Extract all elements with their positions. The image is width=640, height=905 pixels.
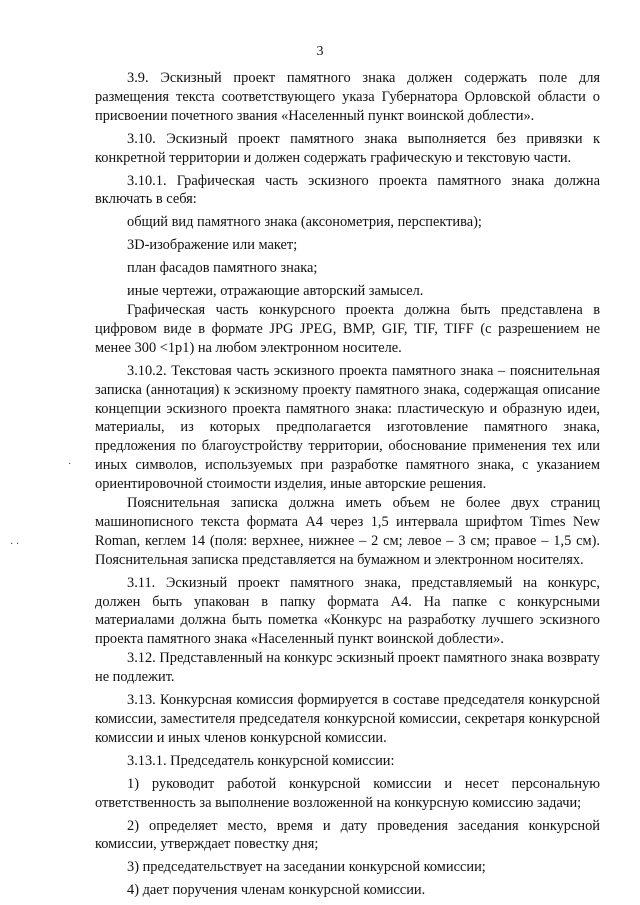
paragraph-graphic-format: Графическая часть конкурсного проекта должна быть представлена в цифровом виде в формате JPG JPEG, BMP, GIF, TIF, TIFF (с разрешением не менее 300 <1p1) на любом электронном носителе. — [95, 301, 600, 356]
list-item: общий вид памятного знака (аксонометрия, перспектива); — [127, 214, 482, 231]
scan-mark: · · — [10, 539, 20, 550]
list-item: 3D-изображение или макет; — [127, 237, 298, 254]
duty-item: 1) руководит работой конкурсной комиссии и несет персональную ответственность за выполнение возложенной на конкурсную комиссию задачи; — [95, 775, 600, 811]
page-number: 3 — [316, 44, 324, 59]
paragraph-3-9: 3.9. Эскизный проект памятного знака должен содержать поле для размещения текста соответствующего указа Губернатора Орловской области о присвоении почетного звания «Населенный пункт воинской доблести». — [95, 70, 600, 124]
paragraph-3-11: 3.11. Эскизный проект памятного знака, представляемый на конкурс, должен быть упакован в папку формата А4. На папке с конкурсными материалами должна быть пометка «Конкурс на разработку лучшего эскизного проекта памятного знака «Населенный пункт воинской доблести». — [95, 574, 600, 648]
duty-item: 2) определяет место, время и дату проведения заседания конкурсной комиссии, утверждает повестку дня; — [95, 817, 600, 853]
scan-mark: · — [68, 459, 72, 470]
paragraph-3-10-1: 3.10.1. Графическая часть эскизного проекта памятного знака должна включать в себя: — [95, 172, 600, 208]
list-item: иные чертежи, отражающие авторский замысел. — [127, 283, 424, 300]
list-item: план фасадов памятного знака; — [127, 260, 318, 277]
paragraph-3-12: 3.12. Представленный на конкурс эскизный проект памятного знака возврату не подлежит. — [95, 650, 600, 686]
duty-item: 4) дает поручения членам конкурсной комиссии. — [127, 882, 426, 899]
paragraph-explanatory-note: Пояснительная записка должна иметь объем не более двух страниц машинописного текста формата А4 через 1,5 интервала шрифтом Times New Roman, кеглем 14 (поля: верхнее, нижнее – 2 см; левое – 3 см; правое – 1,5 см). Пояснительная записка представляется на бумажном и электронном носителях. — [95, 495, 600, 568]
document-body — [95, 69, 600, 900]
paragraph-3-13: 3.13. Конкурсная комиссия формируется в составе председателя конкурсной комиссии, заместителя председателя конкурсной комиссии, секретаря конкурсной комиссии и иных членов конкурсной комиссии. — [95, 692, 600, 746]
paragraph-3-10: 3.10. Эскизный проект памятного знака выполняется без привязки к конкретной территории и должен содержать графическую и текстовую части. — [95, 130, 600, 166]
paragraph-3-10-2: 3.10.2. Текстовая часть эскизного проекта памятного знака – пояснительная записка (аннотация) к эскизному проекту памятного знака, содержащая описание концепции эскизного проекта памятного знака: пластическую и образную идеи, материалы, из которых предполагается изготовление памятного знака, предложения по благоустройству территории, обоснование применения тех или иных символов, используемых при разработке памятного знака, с указанием ориентировочной стоимости изделия, иные авторские решения. — [95, 362, 600, 493]
duty-item: 3) председательствует на заседании конкурсной комиссии; — [127, 859, 486, 876]
paragraph-3-13-1: 3.13.1. Председатель конкурсной комиссии: — [127, 752, 395, 769]
